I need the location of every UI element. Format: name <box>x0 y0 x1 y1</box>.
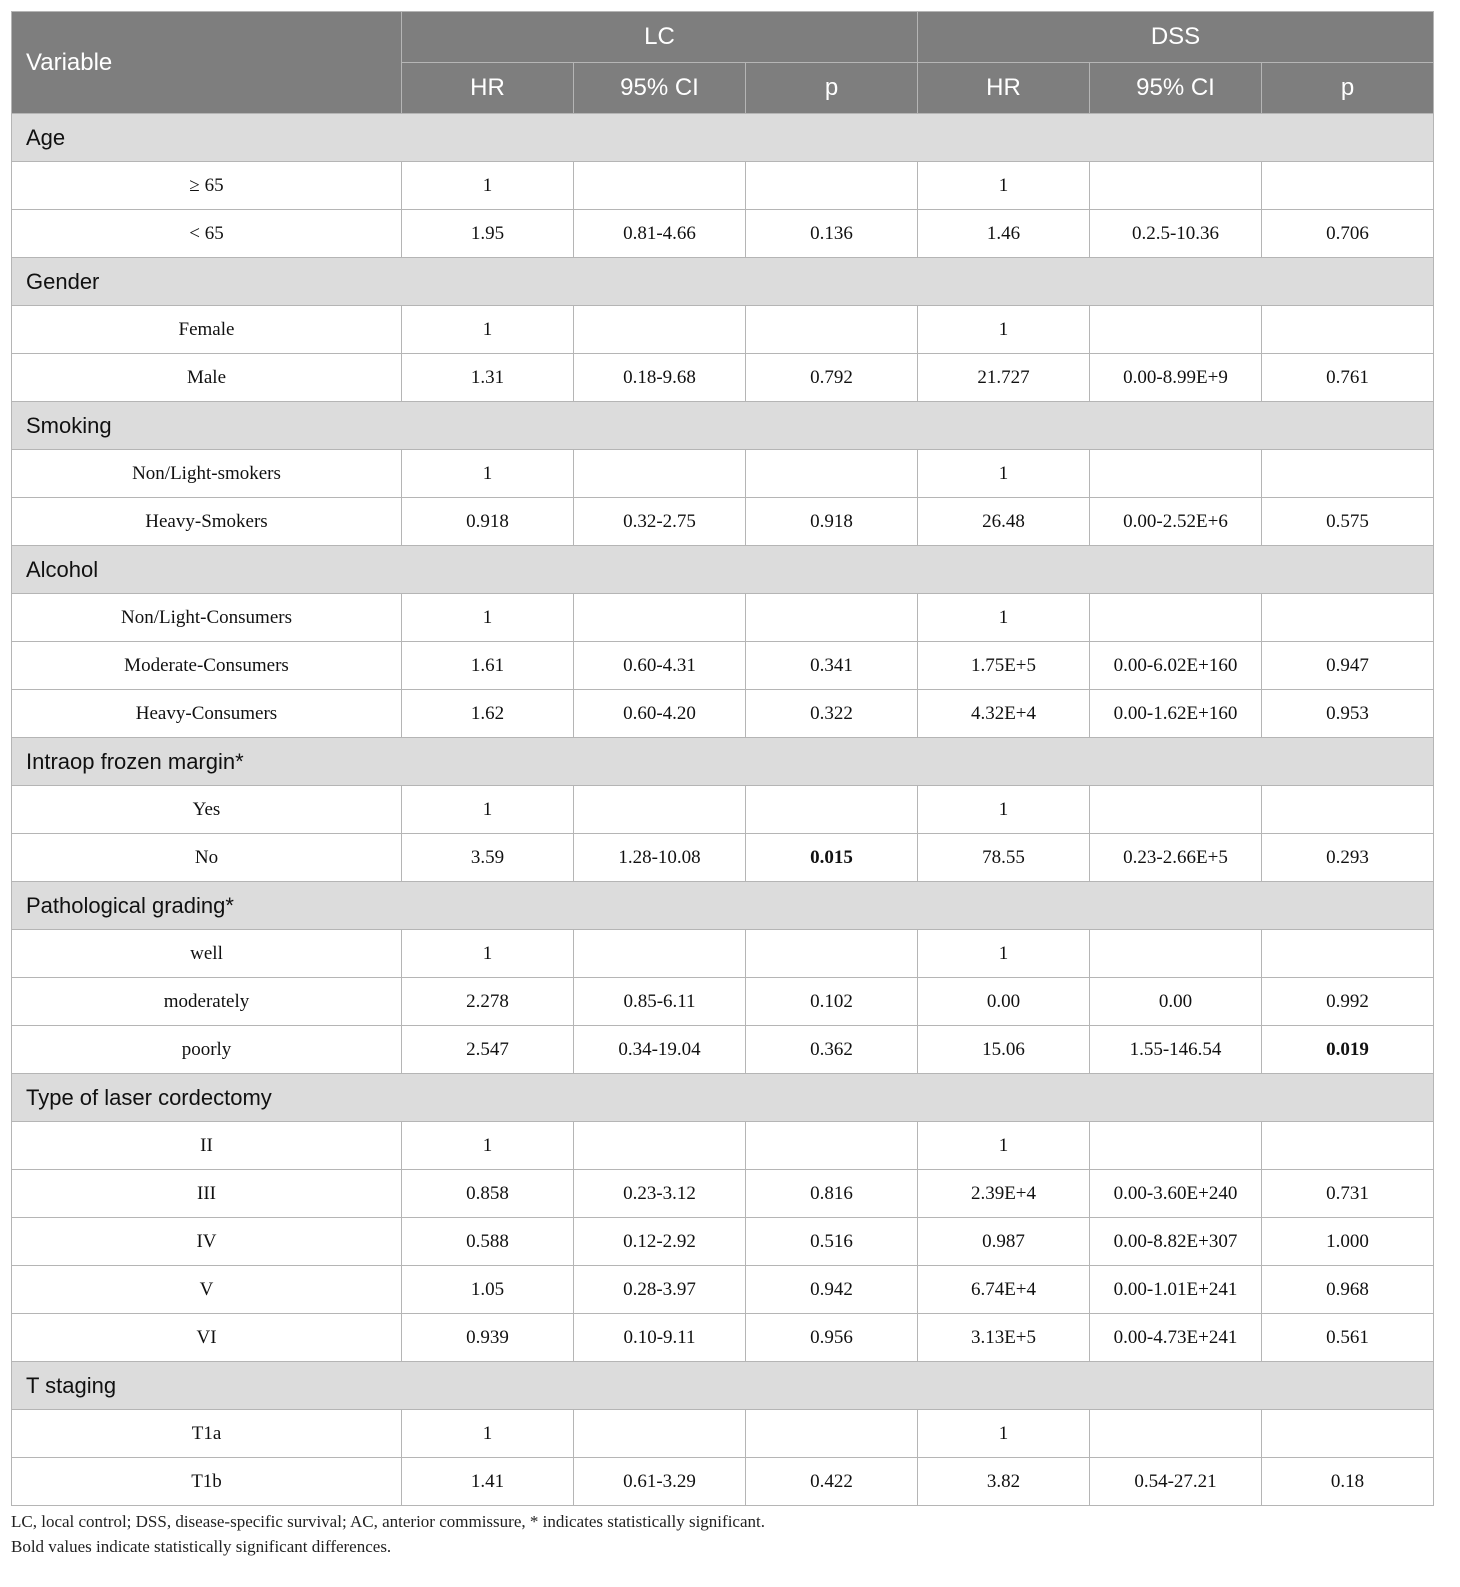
table-row <box>12 1122 1434 1170</box>
lc-p-cell: 0.422 <box>746 1458 918 1506</box>
lc-p-cell <box>746 834 918 882</box>
dss-hr-cell: 26.48 <box>918 498 1090 546</box>
dss-hr-cell: 0.987 <box>918 1218 1090 1266</box>
lc-p-cell: 0.956 <box>746 1314 918 1362</box>
lc-p-cell: 0.102 <box>746 978 918 1026</box>
section-header-row <box>12 402 1434 450</box>
dss-p-cell: 0.18 <box>1262 1458 1434 1506</box>
lc-p-cell: 0.918 <box>746 498 918 546</box>
table-row <box>12 354 1434 402</box>
dss-hr-cell: 78.55 <box>918 834 1090 882</box>
dss-hr-cell: 1 <box>918 1410 1090 1458</box>
variable-cell: ≥ 65 <box>12 162 402 210</box>
section-title: Type of laser cordectomy <box>12 1074 1434 1122</box>
lc-ci-cell <box>574 1410 746 1458</box>
lc-ci-cell: 0.61-3.29 <box>574 1458 746 1506</box>
lc-ci-cell <box>574 786 746 834</box>
dss-ci-header: 95% CI <box>1090 63 1262 114</box>
table-row <box>12 594 1434 642</box>
dss-ci-cell: 0.00-1.01E+241 <box>1090 1266 1262 1314</box>
section-header-row <box>12 114 1434 162</box>
table-row <box>12 978 1434 1026</box>
lc-hr-cell: 2.278 <box>402 978 574 1026</box>
table-row <box>12 450 1434 498</box>
lc-ci-cell: 0.85-6.11 <box>574 978 746 1026</box>
lc-p-cell <box>746 930 918 978</box>
lc-hr-cell: 1.95 <box>402 210 574 258</box>
lc-hr-cell: 1.31 <box>402 354 574 402</box>
variable-cell: well <box>12 930 402 978</box>
dss-hr-cell: 1.75E+5 <box>918 642 1090 690</box>
dss-hr-cell: 1 <box>918 306 1090 354</box>
dss-hr-cell: 6.74E+4 <box>918 1266 1090 1314</box>
lc-ci-cell <box>574 450 746 498</box>
variable-cell: poorly <box>12 1026 402 1074</box>
table-row <box>12 1218 1434 1266</box>
lc-p-cell <box>746 1410 918 1458</box>
dss-p-cell: 1.000 <box>1262 1218 1434 1266</box>
dss-p-cell <box>1262 1410 1434 1458</box>
variable-cell: Heavy-Consumers <box>12 690 402 738</box>
table-row <box>12 1266 1434 1314</box>
dss-hr-cell: 2.39E+4 <box>918 1170 1090 1218</box>
lc-ci-cell: 0.34-19.04 <box>574 1026 746 1074</box>
lc-p-cell: 0.816 <box>746 1170 918 1218</box>
lc-ci-cell <box>574 594 746 642</box>
lc-p-cell: 0.942 <box>746 1266 918 1314</box>
dss-ci-cell: 0.00-1.62E+160 <box>1090 690 1262 738</box>
lc-p-cell <box>746 450 918 498</box>
table-row <box>12 162 1434 210</box>
variable-cell: II <box>12 1122 402 1170</box>
table-row <box>12 1410 1434 1458</box>
dss-p-cell: 0.953 <box>1262 690 1434 738</box>
dss-group-header: DSS <box>918 12 1434 63</box>
dss-ci-cell <box>1090 1410 1262 1458</box>
lc-ci-cell: 0.28-3.97 <box>574 1266 746 1314</box>
lc-ci-cell: 0.32-2.75 <box>574 498 746 546</box>
lc-p-cell: 0.362 <box>746 1026 918 1074</box>
table-row <box>12 834 1434 882</box>
lc-hr-cell: 1 <box>402 306 574 354</box>
table-row <box>12 210 1434 258</box>
dss-p-cell <box>1262 786 1434 834</box>
lc-hr-cell: 3.59 <box>402 834 574 882</box>
lc-hr-cell: 1 <box>402 786 574 834</box>
dss-hr-cell: 1 <box>918 594 1090 642</box>
lc-p-cell: 0.792 <box>746 354 918 402</box>
table-row <box>12 690 1434 738</box>
variable-cell: V <box>12 1266 402 1314</box>
lc-hr-cell: 1.05 <box>402 1266 574 1314</box>
dss-hr-cell: 1 <box>918 162 1090 210</box>
section-title: Smoking <box>12 402 1434 450</box>
variable-cell: < 65 <box>12 210 402 258</box>
lc-p-cell <box>746 1122 918 1170</box>
dss-p-cell: 0.561 <box>1262 1314 1434 1362</box>
lc-ci-cell: 0.60-4.20 <box>574 690 746 738</box>
dss-p-cell: 0.293 <box>1262 834 1434 882</box>
dss-p-cell: 0.968 <box>1262 1266 1434 1314</box>
section-header-row <box>12 258 1434 306</box>
dss-ci-cell: 0.00-3.60E+240 <box>1090 1170 1262 1218</box>
lc-p-cell <box>746 306 918 354</box>
section-title: Pathological grading* <box>12 882 1434 930</box>
table-row <box>12 642 1434 690</box>
table-row <box>12 1458 1434 1506</box>
footnote-bold-values: Bold values indicate statistically significant differences. <box>11 1537 392 1556</box>
dss-p-cell: 0.761 <box>1262 354 1434 402</box>
lc-ci-cell <box>574 306 746 354</box>
dss-hr-cell: 15.06 <box>918 1026 1090 1074</box>
dss-p-cell <box>1262 306 1434 354</box>
dss-p-cell: 0.731 <box>1262 1170 1434 1218</box>
dss-ci-cell: 1.55-146.54 <box>1090 1026 1262 1074</box>
section-title: T staging <box>12 1362 1434 1410</box>
table-row <box>12 498 1434 546</box>
dss-hr-cell: 0.00 <box>918 978 1090 1026</box>
lc-ci-cell: 0.60-4.31 <box>574 642 746 690</box>
dss-p-cell: 0.575 <box>1262 498 1434 546</box>
dss-p-cell <box>1262 594 1434 642</box>
lc-hr-cell: 0.939 <box>402 1314 574 1362</box>
dss-ci-cell <box>1090 1122 1262 1170</box>
dss-hr-cell: 1 <box>918 450 1090 498</box>
dss-hr-cell: 1 <box>918 930 1090 978</box>
footnote-abbreviations: LC, local control; DSS, disease-specific survival; AC, anterior commissure, * indicates statistically significant. <box>11 1512 765 1531</box>
lc-ci-cell <box>574 162 746 210</box>
dss-p-cell <box>1262 450 1434 498</box>
section-header-row <box>12 738 1434 786</box>
lc-hr-cell: 1.41 <box>402 1458 574 1506</box>
section-title: Alcohol <box>12 546 1434 594</box>
dss-p-cell <box>1262 1122 1434 1170</box>
table-header <box>12 12 1434 114</box>
lc-hr-cell: 1 <box>402 450 574 498</box>
dss-ci-cell <box>1090 162 1262 210</box>
dss-ci-cell: 0.2.5-10.36 <box>1090 210 1262 258</box>
lc-hr-cell: 1 <box>402 1410 574 1458</box>
lc-hr-cell: 1.61 <box>402 642 574 690</box>
variable-cell: No <box>12 834 402 882</box>
section-title: Intraop frozen margin* <box>12 738 1434 786</box>
lc-group-header: LC <box>402 12 918 63</box>
dss-ci-cell <box>1090 306 1262 354</box>
lc-p-cell <box>746 594 918 642</box>
dss-hr-header: HR <box>918 63 1090 114</box>
section-title: Age <box>12 114 1434 162</box>
lc-p-cell: 0.516 <box>746 1218 918 1266</box>
lc-ci-cell <box>574 1122 746 1170</box>
dss-ci-cell: 0.00-8.99E+9 <box>1090 354 1262 402</box>
dss-hr-cell: 4.32E+4 <box>918 690 1090 738</box>
results-table <box>11 11 1434 1506</box>
lc-ci-cell <box>574 930 746 978</box>
significant-value: 0.015 <box>810 846 853 868</box>
variable-cell: Moderate-Consumers <box>12 642 402 690</box>
variable-cell: Non/Light-Consumers <box>12 594 402 642</box>
section-header-row <box>12 1074 1434 1122</box>
dss-ci-cell: 0.00 <box>1090 978 1262 1026</box>
significant-value: 0.019 <box>1326 1038 1369 1060</box>
lc-ci-cell: 0.10-9.11 <box>574 1314 746 1362</box>
dss-hr-cell: 3.82 <box>918 1458 1090 1506</box>
variable-cell: III <box>12 1170 402 1218</box>
dss-hr-cell: 3.13E+5 <box>918 1314 1090 1362</box>
lc-ci-cell: 0.18-9.68 <box>574 354 746 402</box>
variable-cell: Non/Light-smokers <box>12 450 402 498</box>
table-row <box>12 1170 1434 1218</box>
table-row <box>12 1314 1434 1362</box>
dss-ci-cell: 0.00-4.73E+241 <box>1090 1314 1262 1362</box>
dss-p-cell <box>1262 1026 1434 1074</box>
dss-p-cell: 0.992 <box>1262 978 1434 1026</box>
variable-cell: T1b <box>12 1458 402 1506</box>
lc-hr-cell: 1 <box>402 594 574 642</box>
lc-p-header: p <box>746 63 918 114</box>
lc-ci-cell: 1.28-10.08 <box>574 834 746 882</box>
lc-hr-cell: 0.918 <box>402 498 574 546</box>
lc-p-cell <box>746 162 918 210</box>
lc-hr-header: HR <box>402 63 574 114</box>
variable-cell: Heavy-Smokers <box>12 498 402 546</box>
section-header-row <box>12 546 1434 594</box>
dss-p-cell <box>1262 162 1434 210</box>
lc-hr-cell: 1.62 <box>402 690 574 738</box>
variable-cell: moderately <box>12 978 402 1026</box>
lc-p-cell: 0.322 <box>746 690 918 738</box>
dss-ci-cell: 0.00-6.02E+160 <box>1090 642 1262 690</box>
variable-header: Variable <box>12 12 402 114</box>
section-header-row <box>12 1362 1434 1410</box>
dss-ci-cell: 0.54-27.21 <box>1090 1458 1262 1506</box>
lc-p-cell: 0.341 <box>746 642 918 690</box>
dss-hr-cell: 21.727 <box>918 354 1090 402</box>
variable-cell: Female <box>12 306 402 354</box>
table-row <box>12 306 1434 354</box>
lc-hr-cell: 1 <box>402 930 574 978</box>
dss-ci-cell: 0.00-8.82E+307 <box>1090 1218 1262 1266</box>
dss-p-header: p <box>1262 63 1434 114</box>
lc-ci-cell: 0.12-2.92 <box>574 1218 746 1266</box>
dss-ci-cell: 0.23-2.66E+5 <box>1090 834 1262 882</box>
dss-p-cell <box>1262 930 1434 978</box>
lc-p-cell <box>746 786 918 834</box>
section-header-row <box>12 882 1434 930</box>
table-row <box>12 1026 1434 1074</box>
dss-ci-cell: 0.00-2.52E+6 <box>1090 498 1262 546</box>
table-body <box>12 114 1434 1506</box>
dss-ci-cell <box>1090 786 1262 834</box>
lc-hr-cell: 1 <box>402 1122 574 1170</box>
variable-cell: VI <box>12 1314 402 1362</box>
dss-hr-cell: 1 <box>918 786 1090 834</box>
lc-hr-cell: 0.588 <box>402 1218 574 1266</box>
lc-ci-cell: 0.81-4.66 <box>574 210 746 258</box>
lc-hr-cell: 0.858 <box>402 1170 574 1218</box>
variable-cell: Male <box>12 354 402 402</box>
dss-p-cell: 0.947 <box>1262 642 1434 690</box>
lc-ci-header: 95% CI <box>574 63 746 114</box>
table-row <box>12 786 1434 834</box>
dss-ci-cell <box>1090 930 1262 978</box>
lc-p-cell: 0.136 <box>746 210 918 258</box>
lc-hr-cell: 2.547 <box>402 1026 574 1074</box>
variable-cell: T1a <box>12 1410 402 1458</box>
dss-p-cell: 0.706 <box>1262 210 1434 258</box>
dss-hr-cell: 1.46 <box>918 210 1090 258</box>
table-row <box>12 930 1434 978</box>
variable-cell: IV <box>12 1218 402 1266</box>
dss-ci-cell <box>1090 594 1262 642</box>
lc-ci-cell: 0.23-3.12 <box>574 1170 746 1218</box>
variable-cell: Yes <box>12 786 402 834</box>
lc-hr-cell: 1 <box>402 162 574 210</box>
section-title: Gender <box>12 258 1434 306</box>
dss-ci-cell <box>1090 450 1262 498</box>
dss-hr-cell: 1 <box>918 1122 1090 1170</box>
